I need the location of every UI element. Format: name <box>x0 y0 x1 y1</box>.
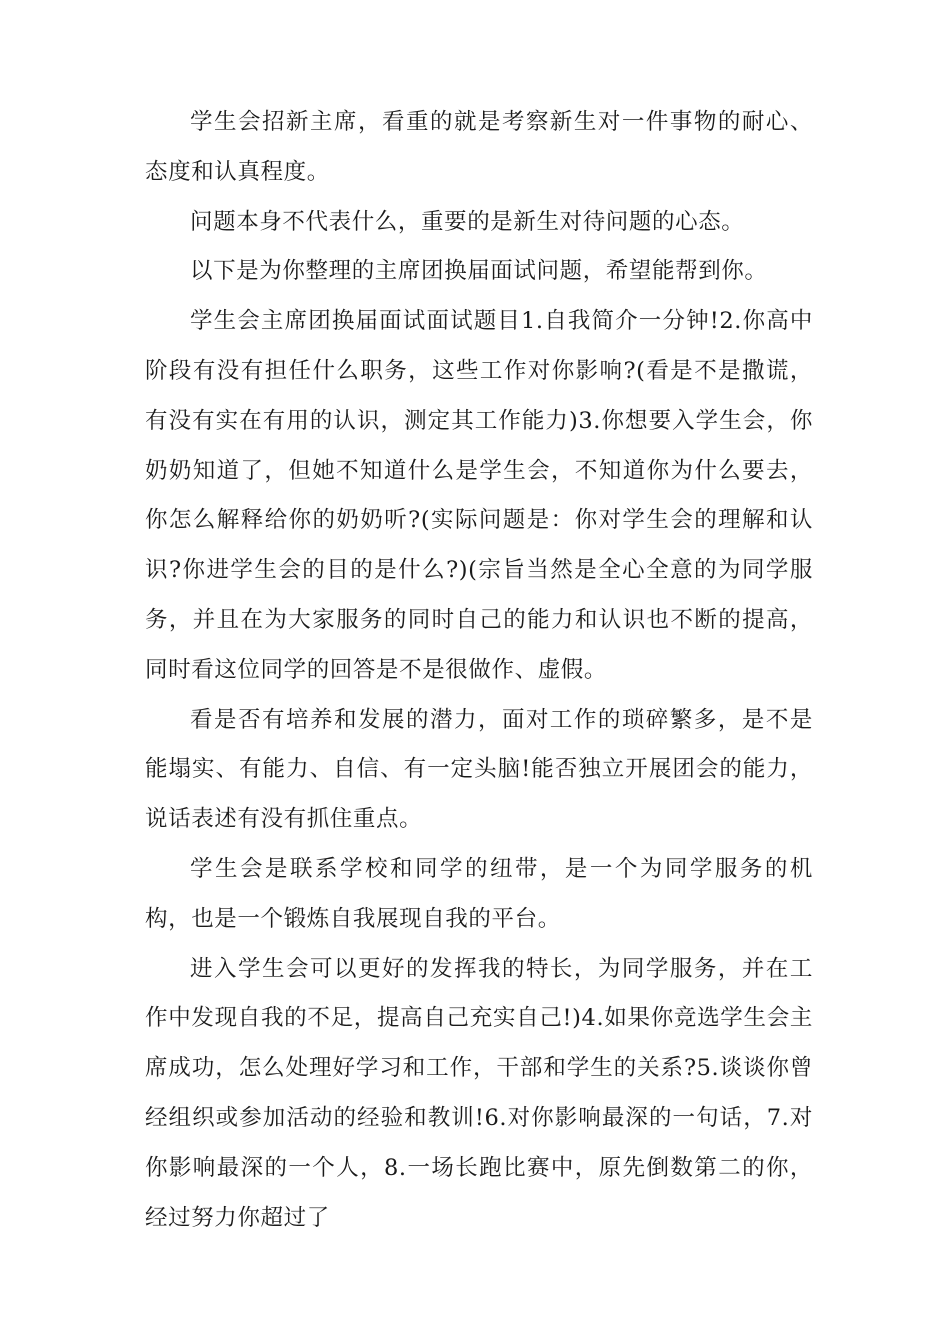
paragraph-2: 问题本身不代表什么，重要的是新生对待问题的心态。 <box>190 208 745 235</box>
paragraph-5: 看是否有培养和发展的潜力，面对工作的琐碎繁多，是不是能塌实、有能力、自信、有一定头脑!能否独立开展团会的能力，说话表述有没有抓住重点。 <box>145 706 813 833</box>
paragraph-1: 学生会招新主席，看重的就是考察新生对一件事物的耐心、态度和认真程度。 <box>145 109 813 185</box>
paragraph-7: 进入学生会可以更好的发挥我的特长，为同学服务，并在工作中发现自我的不足，提高自己充实自己!)4.如果你竞选学生会主席成功，怎么处理好学习和工作，干部和学生的关系?5.谈谈你曾经组织或参加活动的经验和教训!6.对你影响最深的一句话，7.对你影响最深的一个人，8.一场长跑比赛中，原先倒数第二的你，经过努力你超过了 <box>145 955 813 1231</box>
document-body <box>145 98 813 1243</box>
paragraph-6: 学生会是联系学校和同学的纽带，是一个为同学服务的机构，也是一个锻炼自我展现自我的平台。 <box>145 855 813 932</box>
paragraph-3: 以下是为你整理的主席团换届面试问题，希望能帮到你。 <box>190 258 768 285</box>
paragraph-4: 学生会主席团换届面试面试题目1.自我简介一分钟!2.你高中阶段有没有担任什么职务，这些工作对你影响?(看是不是撒谎，有没有实在有用的认识，测定其工作能力)3.你想要入学生会，你奶奶知道了，但她不知道什么是学生会，不知道你为什么要去，你怎么解释给你的奶奶听?(实际问题是：你对学生会的理解和认识?你进学生会的目的是什么?)(宗旨当然是全心全意的为同学服务，并且在为大家服务的同时自己的能力和认识也不断的提高，同时看这位同学的回答是不是很做作、虚假。 <box>145 308 813 683</box>
